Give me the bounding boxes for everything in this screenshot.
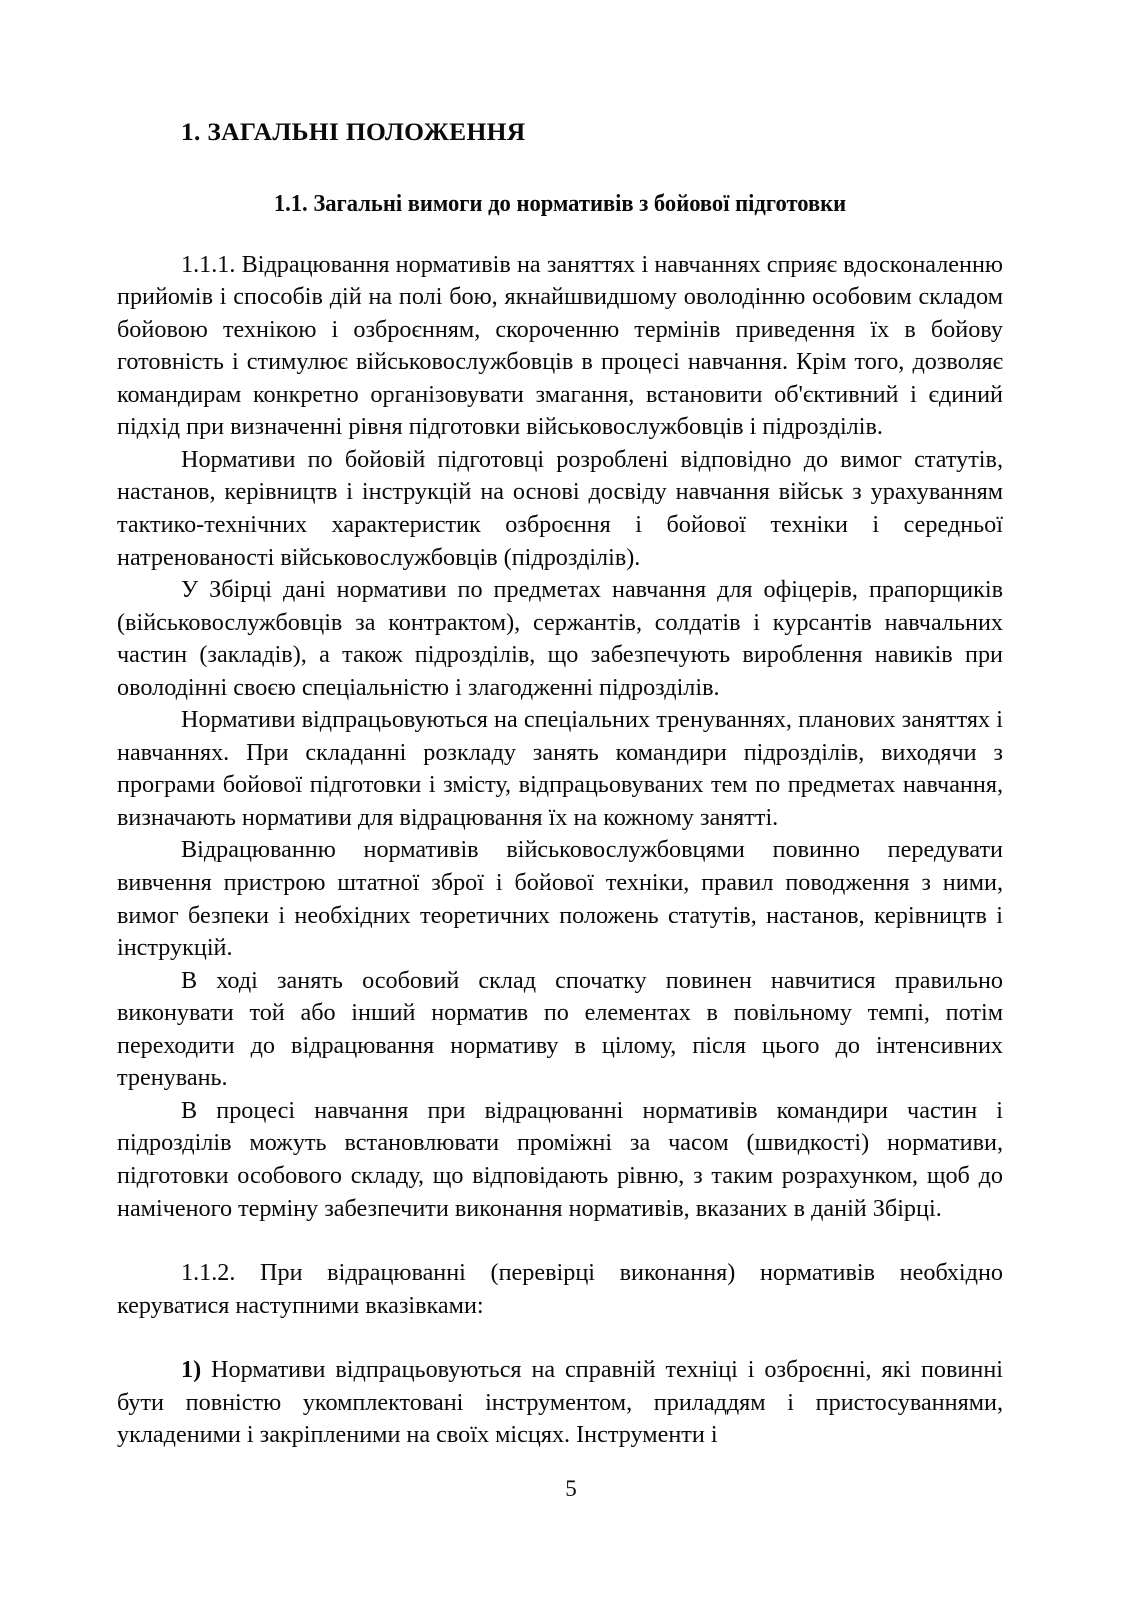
page-content xyxy=(117,0,1003,1452)
paragraph: Нормативи відпрацьовуються на спеціальних тренуваннях, планових заняттях і навчаннях. При складанні розкладу занять командири підрозділів, виходячи з програми бойової підготовки і змісту, відпрацьовуваних тем по предметах навчання, визначають нормативи для відрацювання їх на кожному занятті. xyxy=(117,706,1003,831)
list-item-text: Нормативи відпрацьовуються на справній техніці і озброєнні, які повинні бути повністю укомплектовані інструментом, приладдям і пристосуваннями, укладеними і закріпленими на своїх місцях. Інструменти і xyxy=(117,1356,1003,1449)
paragraph: Нормативи по бойовій підготовці розроблені відповідно до вимог статутів, настанов, керівництв і інструкцій на основі досвіду навчання військ з урахуванням тактико-технічних характеристик озброєння і бойової техніки і середньої натренованості військовослужбовців (підрозділів). xyxy=(117,445,1003,571)
paragraph: Відрацюванню нормативів військовослужбовцями повинно передувати вивчення пристрою штатної зброї і бойової техніки, правил поводження з ними, вимог безпеки і необхідних теоретичних положень статутів, настанов, керівництв і інструкцій. xyxy=(117,836,1003,962)
paragraph-1-1-2: 1.1.2. При відрацюванні (перевірці виконання) нормативів необхідно керуватися наступними вказівками: xyxy=(117,1259,1003,1319)
paragraph: В ході занять особовий склад спочатку повинен навчитися правильно виконувати той або інший норматив по елементах в повільному темпі, потім переходити до відрацювання нормативу в цілому, після цього до інтенсивних тренувань. xyxy=(117,966,1003,1092)
page-number: 5 xyxy=(565,1476,577,1501)
page-title: 1. ЗАГАЛЬНІ ПОЛОЖЕННЯ xyxy=(181,117,526,146)
paragraph-spacer xyxy=(117,1225,1003,1257)
paragraph: В процесі навчання при відрацюванні нормативів командири частин і підрозділів можуть встановлювати проміжні за часом (швидкості) нормативи, підготовки особового складу, що відповідають рівню, з таким розрахунком, щоб до наміченого терміну забезпечити виконання нормативів, вказаних в даній Збірці. xyxy=(117,1096,1003,1222)
paragraph: 1.1.1. Відрацювання нормативів на заняттях і навчаннях сприяє вдосконаленню прийомів і способів дій на полі бою, якнайшвидшому оволодінню особовим складом бойовою технікою і озброєнням, скороченню термінів приведення їх в бойову готовність і стимулює військовослужбовців в процесі навчання. Крім того, дозволяє командирам конкретно організовувати змагання, встановити об'єктивний і єдиний підхід при визначенні рівня підготовки військовослужбовців і підрозділів. xyxy=(117,250,1003,441)
list-item-marker: 1) xyxy=(181,1356,202,1384)
list-item xyxy=(117,1354,1003,1452)
section-subtitle: 1.1. Загальні вимоги до нормативів з бойової підготовки xyxy=(273,191,847,218)
paragraph: У Збірці дані нормативи по предметах навчання для офіцерів, прапорщиків (військовослужбовців за контрактом), сержантів, солдатів і курсантів навчальних частин (закладів), а також підрозділів, що забезпечують вироблення навиків при оволодінні своєю спеціальністю і злагодженні підрозділів. xyxy=(117,576,1003,701)
body-text xyxy=(117,219,1003,1452)
paragraph-spacer xyxy=(117,1322,1003,1354)
